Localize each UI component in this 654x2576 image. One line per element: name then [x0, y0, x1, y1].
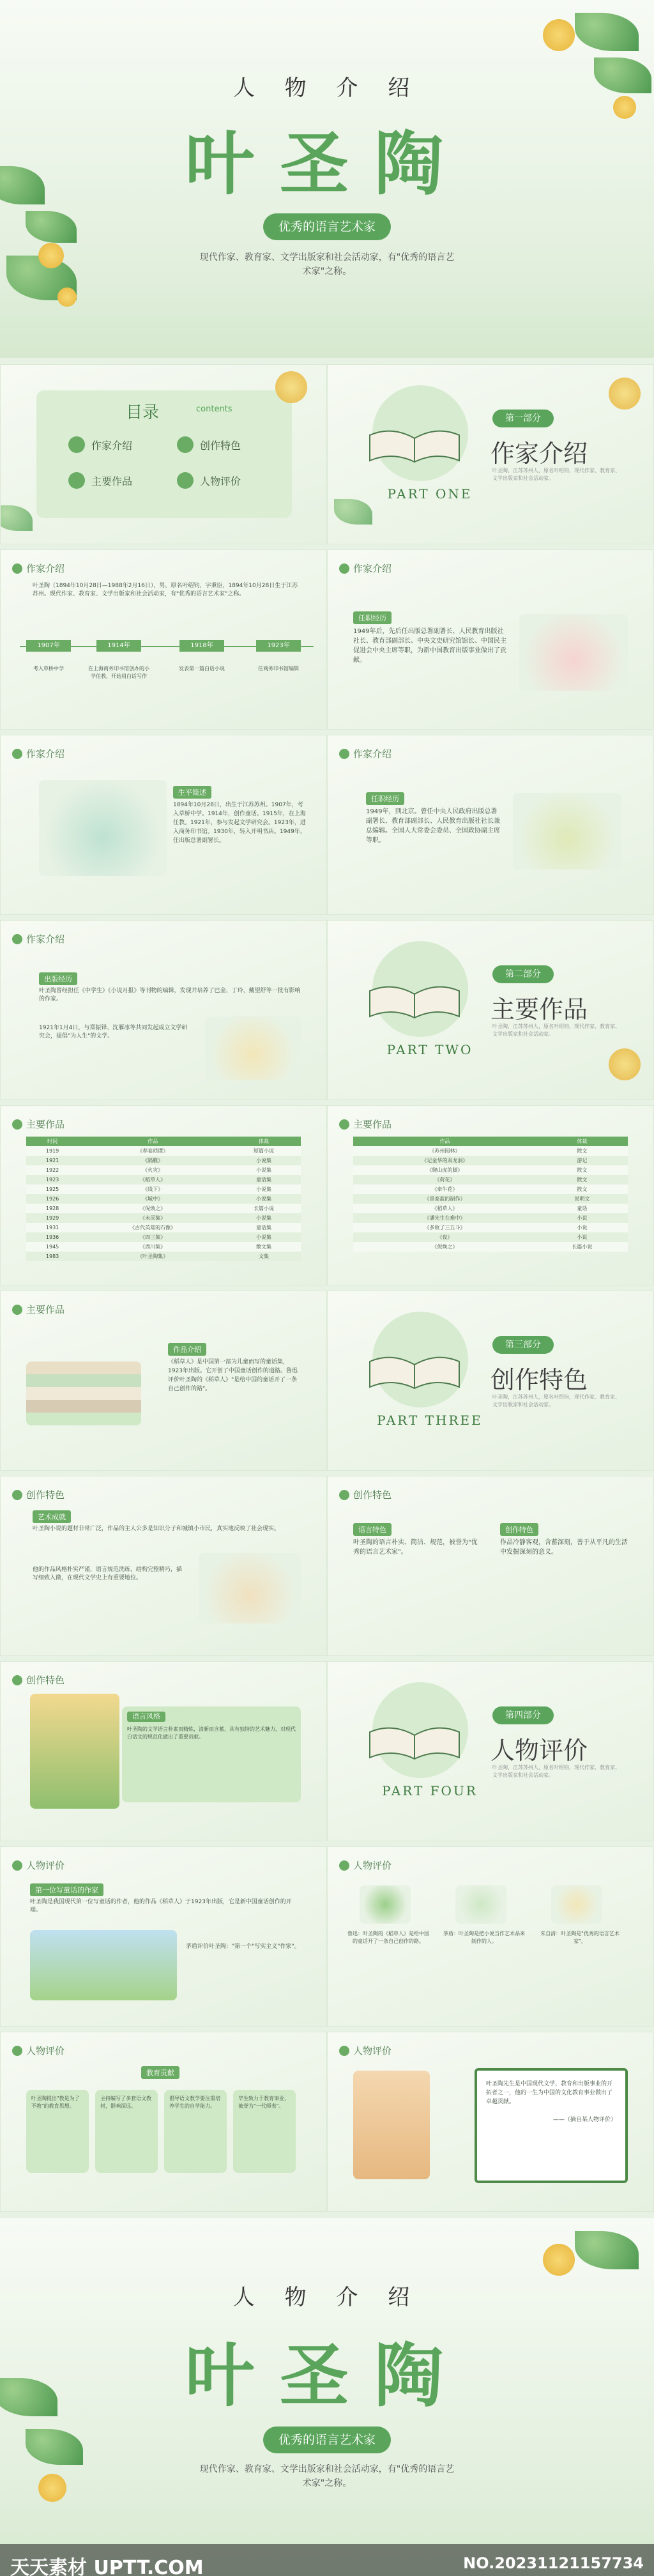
- table-row: [353, 1213, 628, 1223]
- table-cell: 1928: [26, 1204, 79, 1213]
- publishing-text2: 1921年1月4日，与郑振铎、沈雁冰等共同发起成立文学研究会，提倡"为人生"的文学。: [39, 1025, 188, 1039]
- part-pill: 第三部分: [492, 1336, 554, 1354]
- works-table-wrap: [26, 1137, 301, 1261]
- table-cell: 1983: [26, 1252, 79, 1261]
- features-col-2: 作品冷静客观，含蓄深刻，善于从平凡的生活中发掘深刻的意义。: [500, 1539, 628, 1556]
- comment-icon: [177, 472, 194, 489]
- book-illustration: [360, 1885, 411, 1924]
- table-cell: 童话: [536, 1204, 628, 1213]
- watermark-site: 天天素材 UPTT.COM: [10, 2557, 204, 2576]
- works-table2-wrap: [353, 1137, 628, 1252]
- slide-office: [327, 735, 654, 915]
- open-book-icon: [363, 422, 466, 467]
- education-card: 主持编写了多套语文教材，影响深远。: [95, 2090, 158, 2173]
- career-tag: 任职经历: [353, 611, 392, 624]
- part-label: PART TWO: [386, 1042, 473, 1057]
- features-col-1: 叶圣陶的语言朴实、简洁、规范，被誉为"优秀的语言艺术家"。: [353, 1539, 478, 1556]
- open-book-icon: [363, 1349, 466, 1393]
- publishing-tag: 出版经历: [39, 972, 77, 985]
- flower-decoration: [543, 19, 575, 51]
- section-icon: [12, 2046, 22, 2056]
- table-cell: 小说集: [227, 1184, 301, 1194]
- quote-text: 叶圣陶先生是中国现代文学、教育和出版事业的开拓者之一，他的一生为中国的文化教育事业做出了卓越贡献。: [486, 2081, 613, 2105]
- pen-icon: [177, 436, 194, 453]
- table-row: [353, 1232, 628, 1242]
- table-cell: 《夜》: [353, 1232, 536, 1242]
- book-illustration: [551, 1885, 602, 1924]
- table-row: [26, 1232, 301, 1242]
- slide-education: [0, 2032, 327, 2212]
- section-header: 作家介绍: [12, 562, 65, 575]
- review-quote: 朱自清：叶圣陶是"优秀的语言艺术家"。: [540, 1931, 620, 1944]
- part-title: 主要作品: [490, 995, 588, 1023]
- part-pill: 第一部分: [492, 410, 554, 427]
- table-cell: 《稻草人》: [353, 1204, 536, 1213]
- table-cell: 《火灾》: [79, 1165, 227, 1175]
- section-header: 主要作品: [12, 1117, 65, 1131]
- table-cell: 童话集: [227, 1223, 301, 1232]
- table-cell: 小说: [536, 1232, 628, 1242]
- table-row: [353, 1204, 628, 1213]
- slide-quote: [327, 2032, 654, 2212]
- year-event: 考入草桥中学: [33, 666, 64, 671]
- year-badge: 1923年: [256, 640, 301, 652]
- table-row: [26, 1213, 301, 1223]
- table-row: [26, 1223, 301, 1232]
- biography-text: 1894年10月28日，出生于江苏苏州。1907年，考入草桥中学。1914年，创作童话。1915年，在上海任教。1921年，参与发起文学研究会。1923年，进入商务印书馆。1930年，转入开明书店。1949年，任出版总署副署长。: [173, 802, 306, 844]
- section-header: 主要作品: [12, 1303, 65, 1316]
- table-cell: 小说: [536, 1223, 628, 1232]
- section-icon: [339, 2046, 349, 2056]
- slide-timeline: [0, 549, 327, 730]
- slide-part-one: [327, 364, 654, 544]
- education-card: 倡导语文教学要注重培养学生的自学能力。: [164, 2090, 227, 2173]
- cover-description: 现代作家、教育家、文学出版家和社会活动家，有"优秀的语言艺术家"之称。: [199, 252, 455, 277]
- section-icon: [12, 749, 22, 759]
- table-cell: 散文: [536, 1184, 628, 1194]
- table-cell: 1922: [26, 1165, 79, 1175]
- table-cell: 说明文: [536, 1194, 628, 1204]
- section-icon: [12, 1860, 22, 1871]
- biography-tag: 生平简述: [173, 785, 211, 799]
- table-cell: 散文: [536, 1175, 628, 1184]
- table-cell: 小说集: [227, 1213, 301, 1223]
- flower-decoration: [609, 1048, 641, 1080]
- section-header: 作家介绍: [339, 562, 392, 575]
- table-row: [26, 1204, 301, 1213]
- table-cell: 1923: [26, 1175, 79, 1184]
- flower-decoration: [57, 288, 77, 307]
- bookshelf-illustration: [353, 2071, 430, 2179]
- table-cell: 小说集: [227, 1232, 301, 1242]
- table-cell: 《苏州园林》: [353, 1146, 536, 1156]
- table-cell: 游记: [536, 1156, 628, 1165]
- leaf-decoration: [334, 499, 372, 525]
- toc-box: [36, 390, 292, 518]
- features-text1: 叶圣陶小说的题材非常广泛，作品的主人公多是知识分子和城镇小市民，真实地反映了社会现实。: [33, 1526, 280, 1532]
- table-cell: 《倪焕之》: [353, 1242, 536, 1252]
- slide-review-2: [327, 1846, 654, 2027]
- table-row: [26, 1175, 301, 1184]
- table-row: [26, 1242, 301, 1252]
- part-title: 作家介绍: [490, 440, 588, 468]
- slide-toc: [0, 364, 327, 544]
- table-cell: 《景泰蓝的制作》: [353, 1194, 536, 1204]
- year-badge: 1914年: [96, 640, 141, 652]
- section-icon: [12, 934, 22, 944]
- cover-pill: 优秀的语言艺术家: [263, 213, 391, 240]
- education-card: 毕生致力于教育事业，被誉为"一代师表"。: [233, 2090, 296, 2173]
- book-stack-illustration: [26, 1361, 141, 1425]
- table-row: [353, 1242, 628, 1252]
- table-cell: 1929: [26, 1213, 79, 1223]
- table-cell: 散文: [536, 1146, 628, 1156]
- section-icon: [12, 1675, 22, 1685]
- toc-title: 目录: [126, 403, 160, 422]
- education-tag: 教育贡献: [141, 2066, 179, 2079]
- flower-decoration: [609, 378, 641, 410]
- table-row: [26, 1252, 301, 1261]
- table-header: 体裁: [536, 1137, 628, 1146]
- table-cell: 1931: [26, 1223, 79, 1232]
- table-row: [353, 1175, 628, 1184]
- cover-title: 叶圣陶: [185, 124, 469, 204]
- cover-top: [0, 0, 654, 358]
- slide-features-3: [0, 1661, 327, 1841]
- table-cell: 《牵牛花》: [353, 1184, 536, 1194]
- part-description: 叶圣陶，江苏苏州人，原名叶绍钧，现代作家、教育家、文学出版家和社会活动家。: [492, 1394, 620, 1407]
- table-cell: 《潘先生在难中》: [353, 1213, 536, 1223]
- slide-part-three: [327, 1291, 654, 1471]
- section-icon: [339, 749, 349, 759]
- slide-part-four: [327, 1661, 654, 1841]
- cover-subtitle: 人 物 介 绍: [232, 75, 422, 101]
- table-header: 体裁: [227, 1137, 301, 1146]
- book-tea-illustration: [513, 793, 621, 870]
- review-quote: 鲁迅：叶圣陶的《稻草人》是给中国的童话开了一条自己创作的路。: [347, 1931, 429, 1944]
- works-intro-text: 《稻草人》是中国第一部为儿童而写的童话集，1923年出版。它开创了中国童话创作的道路。鲁迅评价叶圣陶的《稻草人》"是给中国的童话开了一条自己创作的路"。: [168, 1359, 298, 1392]
- section-header: 人物评价: [12, 2044, 65, 2057]
- open-book-icon: [363, 978, 466, 1023]
- slide-features: [0, 1476, 327, 1656]
- language-card: [122, 1706, 301, 1802]
- book-plants-illustration: [39, 780, 167, 876]
- table-cell: 短篇小说: [227, 1146, 301, 1156]
- table-cell: 《未厌集》: [79, 1213, 227, 1223]
- table-row: [353, 1165, 628, 1175]
- table-cell: 《荷花》: [353, 1175, 536, 1184]
- year-event: 发表第一篇白话小说: [179, 666, 225, 671]
- publishing-text1: 叶圣陶曾经担任《中学生》《小说月报》等刊物的编辑，发现并培养了巴金、丁玲、戴望舒等一批有影响的作家。: [39, 988, 301, 1002]
- table-row: [353, 1156, 628, 1165]
- document-icon: [68, 472, 85, 489]
- landscape-illustration: [30, 1930, 177, 2000]
- part-description: 叶圣陶，江苏苏州人，原名叶绍钧，现代作家、教育家、文学出版家和社会活动家。: [492, 1023, 620, 1037]
- slide-review: [0, 1846, 327, 2027]
- slide-features-2: [327, 1476, 654, 1656]
- table-row: [26, 1194, 301, 1204]
- slide-career: [327, 549, 654, 730]
- table-cell: 《隔膜》: [79, 1156, 227, 1165]
- toc-item[interactable]: 创作特色: [177, 436, 241, 453]
- table-cell: 《多收了三五斗》: [353, 1223, 536, 1232]
- career-text: 1949年后，先后任出版总署副署长、人民教育出版社社长、教育部副部长、中央文史研究馆馆长、中国民主促进会中央主席等职，为新中国教育出版事业做出了贡献。: [353, 628, 506, 664]
- table-row: [353, 1146, 628, 1156]
- cover-bottom: [0, 2218, 654, 2576]
- table-cell: 《叶圣陶集》: [79, 1252, 227, 1261]
- table-cell: 散文: [536, 1165, 628, 1175]
- language-tag-wrap: 语言风格: [127, 1712, 296, 1722]
- part-label: PART ONE: [387, 486, 473, 502]
- part-pill: 第四部分: [492, 1706, 554, 1724]
- features-tag: 艺术成就: [33, 1510, 71, 1523]
- year-event: 任商务印书馆编辑: [258, 666, 299, 671]
- quote-sign: ——（摘自某人物评价）: [552, 2117, 616, 2123]
- table-cell: 小说集: [227, 1156, 301, 1165]
- features-tag-2: 创作特色: [500, 1522, 538, 1536]
- table-cell: 1919: [26, 1146, 79, 1156]
- leaf-decoration: [0, 505, 33, 531]
- table-cell: 小说集: [227, 1165, 301, 1175]
- table-cell: 长篇小说: [227, 1204, 301, 1213]
- section-icon: [339, 1490, 349, 1500]
- flower-decoration: [38, 243, 64, 268]
- leaf-decoration: [26, 211, 77, 243]
- table-cell: 1945: [26, 1242, 79, 1252]
- slide-works-intro: [0, 1291, 327, 1471]
- table-cell: 《线下》: [79, 1184, 227, 1194]
- leaf-decoration: [575, 13, 639, 51]
- section-header: 主要作品: [339, 1117, 392, 1131]
- table-cell: 《倪焕之》: [79, 1204, 227, 1213]
- features-text2: 他的作品风格朴实严谨，语言规范洗练，结构完整精巧，描写细致入微，在现代文学史上有重要地位。: [33, 1567, 183, 1581]
- cover-description: 现代作家、教育家、文学出版家和社会活动家，有"优秀的语言艺术家"之称。: [199, 2464, 455, 2488]
- part-label: PART THREE: [377, 1413, 483, 1428]
- window-desk-illustration: [30, 1694, 119, 1809]
- section-header: 人物评价: [12, 1859, 65, 1872]
- table-row: [353, 1223, 628, 1232]
- table-row: [353, 1184, 628, 1194]
- slide-part-two: [327, 920, 654, 1100]
- section-icon: [12, 1305, 22, 1315]
- section-header: 人物评价: [339, 1859, 392, 1872]
- table-cell: 《城中》: [79, 1194, 227, 1204]
- table-header: 时间: [26, 1137, 79, 1146]
- table-row: [26, 1156, 301, 1165]
- slide-works-table: [0, 1105, 327, 1285]
- open-book-illustration: [205, 1016, 301, 1080]
- works-table: [26, 1137, 301, 1261]
- toc-item[interactable]: 作家介绍: [68, 436, 132, 453]
- table-cell: 《记金华的双龙洞》: [353, 1156, 536, 1165]
- table-cell: 1925: [26, 1184, 79, 1194]
- part-label: PART FOUR: [382, 1783, 478, 1798]
- slide-publishing: [0, 920, 327, 1100]
- table-row: [26, 1165, 301, 1175]
- education-card: 叶圣陶提出"教是为了不教"的教育思想。: [26, 2090, 89, 2173]
- table-cell: 《春宴琐谭》: [79, 1146, 227, 1156]
- review-text1: 叶圣陶是我国现代第一位写童话的作者，他的作品《稻草人》于1923年出版，它是新中国童话创作的开端。: [30, 1899, 292, 1913]
- table-row: [353, 1194, 628, 1204]
- table-cell: 《四三集》: [79, 1232, 227, 1242]
- leaf-decoration: [26, 2429, 83, 2465]
- table-cell: 《稻草人》: [79, 1175, 227, 1184]
- section-header: 创作特色: [12, 1488, 65, 1501]
- table-cell: 《爬山虎的脚》: [353, 1165, 536, 1175]
- timeline-intro: 叶圣陶（1894年10月28日—1988年2月16日），男，原名叶绍钧，字秉臣，1894年10月28日生于江苏苏州。现代作家、教育家、文学出版家和社会活动家，有"优秀的语言艺术家"之称。: [33, 583, 298, 597]
- book-illustration: [455, 1885, 506, 1924]
- section-icon: [12, 564, 22, 574]
- table-cell: 《西川集》: [79, 1242, 227, 1252]
- year-badge: 1907年: [26, 640, 71, 652]
- section-icon: [12, 1490, 22, 1500]
- book-flowers-illustration: [519, 614, 628, 691]
- office-text: 1949年，到北京。曾任中央人民政府出版总署副署长、教育部副部长、人民教育出版社社长兼总编辑。全国人大常委会委员、全国政协副主席等职。: [366, 808, 500, 844]
- section-icon: [339, 564, 349, 574]
- table-cell: 小说集: [227, 1194, 301, 1204]
- table-row: [26, 1146, 301, 1156]
- open-book-icon: [363, 1719, 466, 1764]
- cover-subtitle: 人 物 介 绍: [232, 2285, 422, 2310]
- section-icon: [339, 1119, 349, 1130]
- slide-biography: [0, 735, 327, 915]
- section-header: 创作特色: [339, 1488, 392, 1501]
- watermark-number: NO.20231121157734: [463, 2554, 644, 2572]
- table-cell: 童话集: [227, 1175, 301, 1184]
- section-header: 人物评价: [339, 2044, 392, 2057]
- section-icon: [339, 1860, 349, 1871]
- part-pill: 第二部分: [492, 965, 554, 983]
- office-tag: 任职经历: [366, 792, 404, 805]
- toc-item[interactable]: 主要作品: [68, 472, 132, 489]
- table-cell: 1936: [26, 1232, 79, 1242]
- flower-decoration: [275, 371, 307, 403]
- table-header: 作品: [79, 1137, 227, 1146]
- review-quote: 茅盾：叶圣陶是把小说当作艺术品来制作的人。: [443, 1931, 525, 1944]
- year-badge: 1918年: [179, 640, 224, 652]
- part-title: 创作特色: [490, 1366, 588, 1394]
- part-title: 人物评价: [490, 1736, 588, 1765]
- section-icon: [12, 1119, 22, 1130]
- section-header: 创作特色: [12, 1673, 65, 1687]
- flower-decoration: [38, 2474, 66, 2502]
- table-header: 作品: [353, 1137, 536, 1146]
- language-text: 叶圣陶的文学语言朴素而精炼，清新而含蓄，具有独特的艺术魅力，对现代白话文的规范化做出了重要贡献。: [127, 1726, 296, 1740]
- table-row: [26, 1184, 301, 1194]
- table-cell: 1921: [26, 1156, 79, 1165]
- table-cell: 小说: [536, 1213, 628, 1223]
- cover-title: 叶圣陶: [185, 2336, 469, 2416]
- table-cell: 散文集: [227, 1242, 301, 1252]
- slide-works-table-2: [327, 1105, 654, 1285]
- year-event: 在上海商务印书馆创办的小学任教，开始用白话写作: [88, 666, 149, 679]
- table-cell: 文集: [227, 1252, 301, 1261]
- book-icon: [68, 436, 85, 453]
- leaf-decoration: [575, 2231, 639, 2269]
- section-header: 作家介绍: [339, 747, 392, 760]
- quote-card: [475, 2068, 628, 2183]
- review-tag: 第一位写童话的作家: [30, 1883, 103, 1896]
- part-description: 叶圣陶，江苏苏州人，原名叶绍钧，现代作家、教育家、文学出版家和社会活动家。: [492, 468, 620, 481]
- part-description: 叶圣陶，江苏苏州人，原名叶绍钧，现代作家、教育家、文学出版家和社会活动家。: [492, 1765, 620, 1778]
- toc-item[interactable]: 人物评价: [177, 472, 241, 489]
- table-cell: 1926: [26, 1194, 79, 1204]
- features-tag-1: 语言特色: [353, 1522, 392, 1536]
- section-header: 作家介绍: [12, 932, 65, 946]
- table-cell: 长篇小说: [536, 1242, 628, 1252]
- table-cell: 《古代英雄的石像》: [79, 1223, 227, 1232]
- toc-subtitle: contents: [196, 404, 232, 414]
- desk-illustration: [199, 1553, 301, 1623]
- review-text2: 茅盾评价叶圣陶："第一个"写实主义"作家"。: [186, 1943, 300, 1950]
- works-intro-tag: 作品介绍: [168, 1342, 206, 1356]
- flower-decoration: [543, 2244, 575, 2276]
- cover-pill: 优秀的语言艺术家: [263, 2426, 391, 2453]
- works-table-2: [353, 1137, 628, 1252]
- section-header: 作家介绍: [12, 747, 65, 760]
